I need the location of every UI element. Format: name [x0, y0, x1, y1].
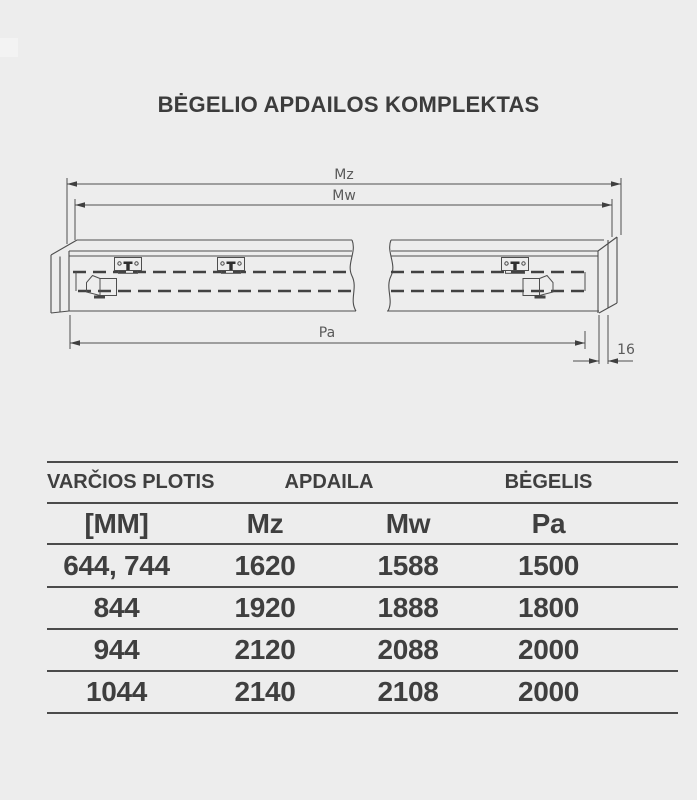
dimension-mw: [75, 188, 612, 240]
table-row: [47, 630, 678, 672]
dimension-endcap-16: [573, 315, 635, 364]
table-row: [47, 672, 678, 714]
cell-mz: 1620: [234, 549, 296, 581]
cell-width: 1044: [85, 676, 148, 707]
rail-channel-ends: [76, 272, 585, 291]
header-mm: [MM]: [84, 507, 149, 539]
table-header-units-row: [47, 504, 678, 545]
spec-table: [47, 461, 678, 714]
cell-mz: 2140: [234, 676, 296, 707]
cell-mw: 2108: [377, 676, 439, 707]
cell-mz: 2120: [234, 634, 296, 665]
rail-channel-dashed-lines: [73, 272, 585, 291]
cell-mz: 1920: [234, 592, 296, 623]
mz-dimension-label: Mz: [334, 167, 354, 183]
pa-dimension-label: Pa: [318, 325, 336, 341]
cell-pa: 2000: [517, 676, 580, 707]
cell-mw: 2088: [377, 634, 439, 665]
mounting-clip-1: [115, 258, 142, 274]
header-varcios-plotis: VARČIOS PLOTIS: [47, 471, 215, 493]
cell-width: 844: [93, 592, 140, 623]
cell-pa: 1500: [517, 549, 580, 581]
header-apdaila: APDAILA: [284, 471, 374, 493]
cell-width: 944: [93, 634, 140, 665]
header-mw: Mw: [385, 507, 431, 539]
header-pa: Pa: [531, 507, 566, 539]
cell-pa: 1800: [517, 592, 580, 623]
table-row: [47, 545, 678, 588]
endcap-dimension-label: 16: [617, 342, 635, 358]
header-begelis: BĖGELIS: [504, 471, 593, 493]
rail-drawing-svg: [0, 160, 697, 400]
mounting-clip-3: [502, 258, 529, 274]
scan-artifact: [0, 38, 18, 57]
rail-technical-drawing: [0, 160, 697, 400]
page-title: BĖGELIO APDAILOS KOMPLEKTAS: [157, 92, 540, 117]
header-mz: Mz: [246, 507, 284, 539]
cell-width: 644, 744: [63, 549, 170, 581]
cell-mw: 1588: [377, 549, 439, 581]
cell-pa: 2000: [517, 634, 580, 665]
table-row: [47, 588, 678, 630]
rail-right-section: [387, 237, 617, 313]
rail-left-section: [51, 240, 356, 313]
end-hook-left: [87, 276, 117, 299]
dimension-pa: [70, 315, 585, 349]
end-hook-right: [523, 276, 553, 299]
cell-mw: 1888: [377, 592, 439, 623]
mounting-clip-2: [218, 258, 245, 274]
mw-dimension-label: Mw: [332, 188, 356, 204]
table-header-group-row: [47, 463, 678, 504]
